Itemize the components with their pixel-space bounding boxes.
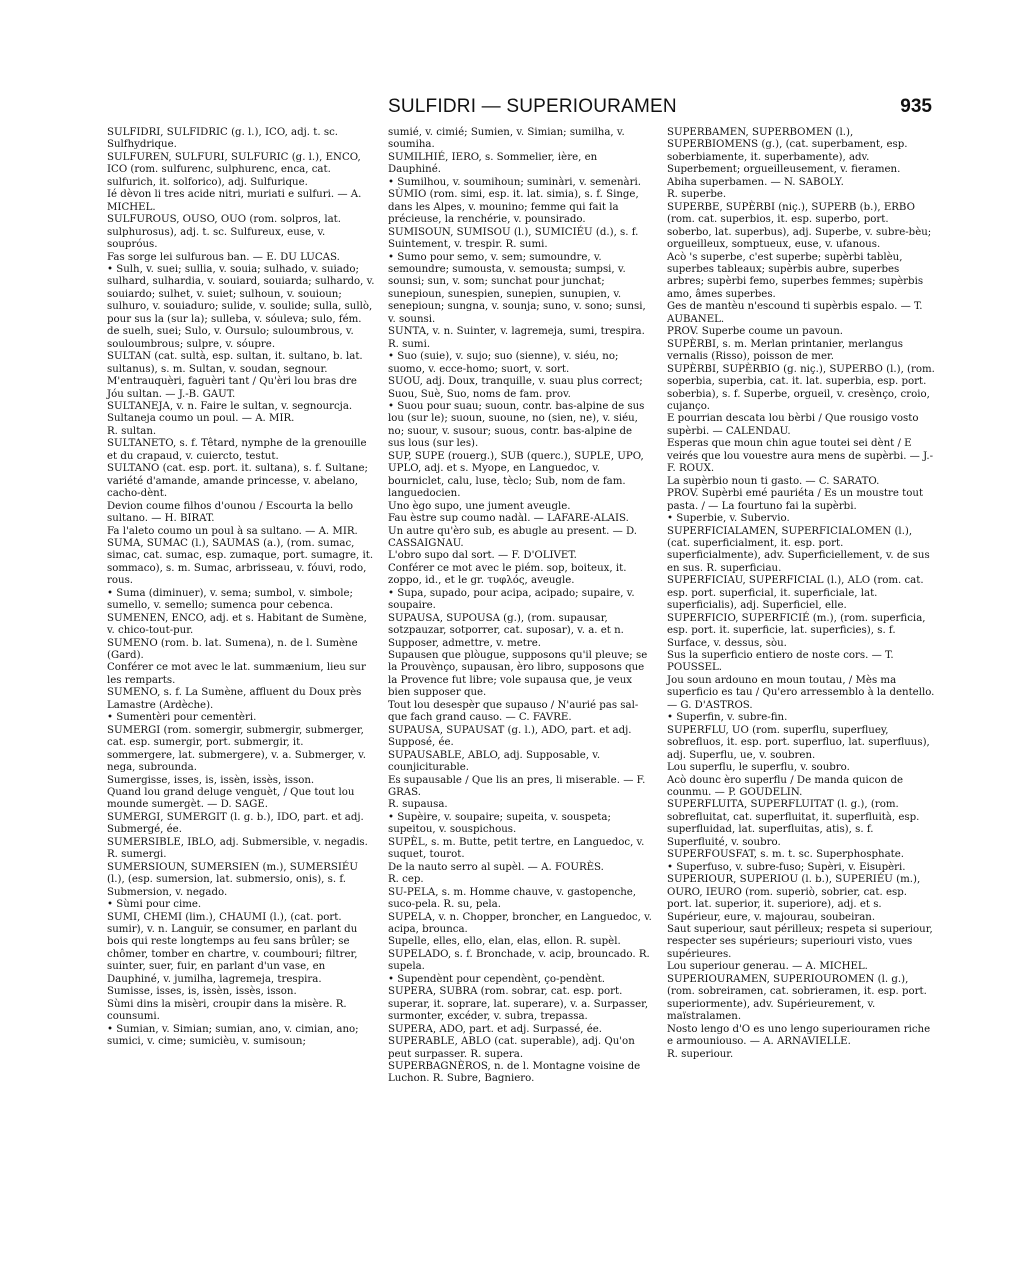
dictionary-entry: SULFUROUS, OUSO, OUO (rom. solpros, lat. sulphurosus), adj. t. sc. Sulfureux, euse, v. soupróus. <box>107 214 341 251</box>
dictionary-entry: SUMERSIBLE, IBLO, adj. Submersible, v. negadis. R. sumergi. <box>107 836 368 861</box>
dictionary-entry: SUPÈRBI, s. m. Merlan printanier, merlangus vernalis (Risso), poisson de mer. <box>667 338 904 363</box>
dictionary-entry: • Superfuso, v. subre-fuso; Supèri, v. Eisupèri. <box>667 861 906 873</box>
dictionary-entry: Acò 's superbe, c'est superbe; supèrbi tablèu, superbes tableaux; supèrbis aubre, superbes arbres; supèrbi femo, superbes femmes; supèrbis amo, âmes superbes. <box>667 251 924 300</box>
dictionary-entry: PROV. Superbe coume un pavoun. <box>667 326 844 338</box>
dictionary-entry: sumié, v. cimié; Sumien, v. Simian; sumilha, v. soumiha. <box>388 127 625 151</box>
dictionary-entry: Sùmi dins la misèri, croupir dans la misère. R. counsumi. <box>107 998 347 1023</box>
dictionary-entry: SUMENO (rom. b. lat. Sumena), n. de l. Sumène (Gard). <box>107 637 358 662</box>
dictionary-entry: SU-PELA, s. m. Homme chauve, v. gastopenche, suco-pela. R. su, pela. <box>388 886 637 911</box>
dictionary-entry: Nosto lengo d'O es uno lengo superiouramen riche e armouniouso. — A. ARNAVIELLE. <box>667 1023 931 1048</box>
dictionary-entry: Tout lou desespèr que supauso / N'aurié pas sal-que fach grand causo. — C. FAVRE. <box>388 699 639 724</box>
dictionary-entry: R. superbe. <box>667 189 727 201</box>
page-header <box>0 96 1024 126</box>
dictionary-entry: Lou superiour generau. — A. MICHEL. <box>667 961 868 973</box>
dictionary-entry: • Supendènt pour cependènt, ço-pendènt. <box>388 973 606 985</box>
dictionary-entry: SUPELADO, s. f. Bronchade, v. acip, brouncado. R. supela. <box>388 948 650 973</box>
dictionary-entry: R. superiour. <box>667 1048 734 1060</box>
dictionary-entry: • Supa, supado, pour acipa, acipado; supaire, v. soupaire. <box>388 587 635 612</box>
dictionary-entry: SUMERGI, SUMERGIT (l. g. b.), IDO, part. et adj. Submergé, ée. <box>107 811 364 836</box>
dictionary-entry: SUMENEN, ENCO, adj. et s. Habitant de Sumène, v. chico-tout-pur. <box>107 612 367 637</box>
dictionary-entry: SUMI, CHEMI (lim.), CHAUMI (l.), (cat. port. sumir), v. n. Languir, se consumer, en parlant du bois qui reste longtemps au feu sans brûler; se chômer, tomber en chartre, v. coumbouri; filtrer, suinter, suer, fuir, en parlant d'un vase, en Dauphiné, v. jumilha, lagremeja, trespira. <box>107 911 358 985</box>
dictionary-entry: SUPERBAGNÈROS, n. de l. Montagne voisine de Luchon. R. Subre, Bagniero. <box>388 1060 641 1085</box>
dictionary-entry: Jou soun ardouno en moun toutau, / Mès ma superficio es tau / Qu'ero arressemblo à la dentello. — G. D'ASTROS. <box>667 674 935 711</box>
dictionary-entry: Supausen que plòugue, supposons qu'il pleuve; se la Prouvènço, supausan, èro libro, supposons que la Provence fut libre; vole supausa que, je veux bien supposer que. <box>388 650 648 699</box>
dictionary-entry: SUPERA, ADO, part. et adj. Surpassé, ée. <box>388 1023 603 1035</box>
dictionary-entry: Uno ègo supo, une jument aveugle. <box>388 500 571 512</box>
dictionary-entry: • Sumo pour semo, v. sem; sumoundre, v. semoundre; sumousta, v. semousta; sumpsi, v. sounsi; sun, v. som; sunchat pour junchat; sunepioun, sunespien, sunepien, sunupien, v. senepioun; sungna, v. sounja; suno, v. sono; sunsi, v. sounsi. <box>388 251 646 325</box>
dictionary-entry: SUPÈRBI, SUPÈRBIO (g. niç.), SUPERBO (l.), (rom. soperbia, superbia, cat. it. lat. superbia, esp. port. soberbia), s. f. Superbe, orgueil, v. cresènço, croio, cujanço. <box>667 363 935 412</box>
dictionary-entry: • Suo (suie), v. sujo; suo (sienne), v. siéu, no; suomo, v. ecce-homo; suort, v. sort. <box>388 351 619 375</box>
dictionary-entry: Es supausable / Que lis an pres, li miserable. — F. GRAS. <box>388 774 646 799</box>
dictionary-entry: SUPERABLE, ABLO (cat. superable), adj. Qu'on peut surpasser. R. supera. <box>388 1036 635 1060</box>
dictionary-entry: Fau èstre sup coumo nadàl. — LAFARE-ALAIS. <box>388 513 629 525</box>
dictionary-entry: SUP, SUPE (rouerg.), SUB (querc.), SUPLE, UPO, UPLO, adj. et s. Myope, en Languedoc, v. bourniclet, calu, luse, tèclo; Sub, nom de fam. languedocien. <box>388 450 644 500</box>
dictionary-entry: SUPERIOURAMEN, SUPERIOUROMEN (l. g.), (rom. sobreiramen, cat. sobrieramen, it. esp. port. superiormente), adv. Supérieurement, v. maïstralamen. <box>667 973 927 1023</box>
dictionary-entry: • Suou pour suau; suoun, contr. bas-alpine de sus lou (sur le); suoun, suoune, no (sien, ne), v. siéu, no; suour, v. susour; suous, contr. bas-alpine de sus lous (sur les). <box>388 400 645 450</box>
dictionary-entry: SUPERBAMEN, SUPERBOMEN (l.), SUPERBIOMENS (g.), (cat. superbament, esp. soberbiamente, it. superbamente), adv. Superbement; orgueilleusement, v. fieramen. <box>667 127 908 176</box>
dictionary-entry: • Sumentèri pour cementèri. <box>107 712 257 724</box>
dictionary-entry: De la nauto serro al supèl. — A. FOURÈS. <box>388 861 604 873</box>
dictionary-entry: SUMA, SUMAC (l.), SAUMAS (a.), (rom. sumac, simac, cat. sumac, esp. zumaque, port. sumagre, it. sommaco), s. m. Sumac, arbrisseau, v. fóuvi, rodo, rous. <box>107 537 374 587</box>
dictionary-entry: SUPERBE, SUPÈRBI (niç.), SUPERB (b.), ERBO (rom. cat. superbios, it. esp. superbo, port. soberbo, lat. superbus), adj. Superbe, v. subre-bèu; orgueilleux, somptueux, euse, v. ufanous. <box>667 201 932 251</box>
dictionary-entry: • Sùmi pour cime. <box>107 899 202 911</box>
dictionary-entry: SULFUREN, SULFURI, SULFURIC (g. l.), ENCO, ICO (rom. sulfurenc, sulphurenc, enca, cat. sulfurich, it. solforico), adj. Sulfurique. <box>107 151 361 188</box>
dictionary-entry: SUNTA, v. n. Suinter, v. lagremeja, sumi, trespira. R. sumi. <box>388 326 645 350</box>
dictionary-entry: SUPERA, SUBRA (rom. sobrar, cat. esp. port. superar, it. soprare, lat. superare), v. a. Surpasser, surmonter, excéder, v. subra, trepassa. <box>388 986 649 1023</box>
dictionary-entry: Acò dounc èro superflu / De manda quicon de counmu. — P. GOUDELIN. <box>667 774 903 799</box>
dictionary-entry: SÙMIO (rom. simi, esp. it. lat. simia), s. f. Singe, dans les Alpes, v. mounino; femme qui fait la précieuse, la renchérie, v. pounsirado. <box>388 189 639 226</box>
dictionary-entry: Abiha superbamen. — N. SABOLY. <box>667 176 844 188</box>
dictionary-entry: SUPAUSABLE, ABLO, adj. Supposable, v. counjiciturable. <box>388 749 601 774</box>
dictionary-entry: La supèrbio noun ti gasto. — C. SARATO. <box>667 475 880 487</box>
dictionary-entry: SUMERSIOUN, SUMERSIEN (m.), SUMERSIÉU (l.), (esp. sumersion, lat. submersio, onis), s. f. Submersion, v. negado. <box>107 861 358 898</box>
dictionary-entry: SUPERFICIAU, SUPERFICIAL (l.), ALO (rom. cat. esp. port. superficial, it. superficiale, lat. superficialis), adj. Superficiel, elle. <box>667 575 924 612</box>
dictionary-entry: Sumergisse, isses, is, issèn, issès, isson. <box>107 774 315 786</box>
column-middle <box>388 127 652 1086</box>
dictionary-entry: R. sultan. <box>107 425 157 437</box>
dictionary-entry: SUPÈL, s. m. Butte, petit tertre, en Languedoc, v. suquet, tourot. <box>388 836 645 861</box>
dictionary-entry: SULTANETO, s. f. Têtard, nymphe de la grenouille et du crapaud, v. cuiercto, testut. <box>107 438 367 462</box>
dictionary-entry: • Supèire, v. soupaire; supeita, v. souspeta; supeitou, v. souspichous. <box>388 811 611 836</box>
dictionary-entry: • Superfin, v. subre-fin. <box>667 712 788 724</box>
dictionary-entry: Esperas que moun chin ague toutei sei dènt / E veirés que lou vouestre aura mens de supèrbi. — J.-F. ROUX. <box>667 438 934 475</box>
dictionary-entry: E pourrian descata lou bèrbi / Que rousigo vosto supèrbi. — CALENDAU. <box>667 413 919 437</box>
dictionary-entry: L'obro supo dal sort. — F. D'OLIVET. <box>388 550 577 562</box>
dictionary-entry: • Sulh, v. suei; sullia, v. souia; sulhado, v. suiado; sulhard, sulhardia, v. souiard, souiarda; sulhardo, v. souiardo; sulhet, v. suiet; sulhoun, v. souioun; sulhuro, v. souiaduro; sulide, v. soulide; sulla, sullò, pour sus la (sur la); sulleba, v. sóuleva; sulo, fém. de suelh, suei; Sulo, v. Oursulo; suloumbrous, v. souloumbrous; sulpre, v. sóupre. <box>107 263 375 350</box>
dictionary-entry: Conférer ce mot avec le lat. summænium, lieu sur les remparts. <box>107 662 366 686</box>
dictionary-entry: SULFIDRI, SULFIDRIC (g. l.), ICO, adj. t. sc. Sulfhydrique. <box>107 127 339 151</box>
dictionary-entry: R. supausa. <box>388 799 448 811</box>
dictionary-entry: Saut superiour, saut périlleux; respeta si superiour, respecter ses supérieurs; superiouri visto, vues supérieures. <box>667 924 933 960</box>
dictionary-entry: Un autre qu'èro sub, es abugle au present. — D. CASSAIGNAU. <box>388 525 638 549</box>
dictionary-entry: SUPERFLU, UO (rom. superflu, superfluey, sobrefluos, it. esp. port. superfluo, lat. superfluus), adj. Superflu, ue, v. soubren. <box>667 724 930 761</box>
dictionary-entry: SUPAUSA, SUPOUSA (g.), (rom. supausar, sotzpauzar, sotporrer, cat. suposar), v. a. et n. Supposer, admettre, v. metre. <box>388 612 624 649</box>
column-left <box>107 127 375 1049</box>
dictionary-entry: Sultaneja coumo un poul. — A. MIR. <box>107 413 295 425</box>
dictionary-entry: SUMERGI (rom. somergir, submergir, submerger, cat. esp. sumergir, port. submergir, it. sommergere, lat. submergere), v. a. Submerger, v. nega, subrounda. <box>107 724 366 774</box>
dictionary-entry: SUMILHIÉ, IERO, s. Sommelier, ière, en Dauphiné. <box>388 151 598 176</box>
dictionary-entry: SUPERFOUSFAT, s. m. t. sc. Superphosphate. <box>667 849 905 861</box>
dictionary-entry: • Sumilhou, v. soumihoun; suminàri, v. semenàri. <box>388 176 641 188</box>
running-title: SULFIDRI — SUPERIOURAMEN <box>388 96 677 117</box>
dictionary-entry: SULTANEJA, v. n. Faire le sultan, v. segnourcja. <box>107 400 353 412</box>
dictionary-entry: Sus la superficio entiero de noste cors. — T. POUSSEL. <box>667 650 894 674</box>
dictionary-entry: Ges de mantèu n'escound ti supèrbis espalo. — T. AUBANEL. <box>667 301 923 325</box>
dictionary-entry: Sumisse, isses, is, issèn, issès, isson. <box>107 986 297 998</box>
dictionary-entry: PROV. Supèrbi emé pauriéta / Es un moustre tout pasta. / — La fourtuno fai la supèrbi. <box>667 488 924 512</box>
dictionary-entry: SUOU, adj. Doux, tranquille, v. suau plus correct; Suou, Suè, Suo, noms de fam. prov. <box>388 376 643 400</box>
dictionary-entry: Lou superflu, le superflu, v. soubro. <box>667 762 850 774</box>
dictionary-entry: Devion coume filhos d'ounou / Escourta la bello sultano. — H. BIRAT. <box>107 500 353 525</box>
dictionary-entry: SULTAN (cat. sultà, esp. sultan, it. sultano, b. lat. sultanus), s. m. Sultan, v. soudan, segnour. <box>107 351 363 375</box>
dictionary-entry: Ié dèvon li tres acide nitri, muriati e sulfuri. — A. MICHEL. <box>107 189 362 213</box>
page-number: 935 <box>900 96 932 117</box>
dictionary-entry: SUPERFICIO, SUPERFICIÉ (m.), (rom. superficia, esp. port. it. superficie, lat. superficies), s. f. Surface, v. dessus, sòu. <box>667 612 926 649</box>
column-right <box>667 127 935 1061</box>
dictionary-entry: SUMISOUN, SUMISOU (l.), SUMICIÉU (d.), s. f. Suintement, v. trespir. R. sumi. <box>388 226 639 251</box>
dictionary-entry: M'entrauquèri, faguèri tant / Qu'èri lou bras dre Jóu sultan. — J.-B. GAUT. <box>107 376 357 400</box>
dictionary-entry: SUPERIOUR, SUPERIOU (l. b.), SUPERIÉU (m.), OURO, IEURO (rom. superiò, sobrier, cat. esp. port. lat. superior, it. superiore), adj. et s. Supérieur, eure, v. majourau, soubeiran. <box>667 874 921 923</box>
dictionary-entry: • Sumian, v. Simian; sumian, ano, v. cimian, ano; sumici, v. cime; sumicièu, v. sumisoun; <box>107 1023 359 1048</box>
dictionary-entry: Quand lou grand deluge venguèt, / Que tout lou mounde sumergèt. — D. SAGE. <box>107 787 355 811</box>
dictionary-entry: SUPERFICIALAMEN, SUPERFICIALOMEN (l.), (cat. superficialment, it. esp. port. superficialmente), adv. Superficiellement, v. de sus en sus. R. superficiau. <box>667 525 930 574</box>
dictionary-entry: SULTANO (cat. esp. port. it. sultana), s. f. Sultane; variété d'amande, amande princesse, v. abelano, cacho-dènt. <box>107 463 368 500</box>
dictionary-entry: SUMENO, s. f. La Sumène, affluent du Doux près Lamastre (Ardèche). <box>107 687 362 711</box>
dictionary-entry: Fa l'aleto coumo un poul à sa sultano. — A. MIR. <box>107 525 358 537</box>
dictionary-entry: SUPAUSA, SUPAUSAT (g. l.), ADO, part. et adj. Supposé, ée. <box>388 724 632 749</box>
dictionary-entry: Conférer ce mot avec le piém. sop, boiteux, it. zoppo, id., et le gr. τυφλός, aveugle. <box>388 562 627 587</box>
dictionary-entry: • Superbie, v. Subervio. <box>667 513 790 525</box>
dictionary-entry: Fas sorge lei sulfurous ban. — E. DU LUCAS. <box>107 251 340 263</box>
dictionary-entry: • Suma (diminuer), v. sema; sumbol, v. simbole; sumello, v. semello; sumenca pour cebenca. <box>107 587 353 612</box>
dictionary-entry: SUPELA, v. n. Chopper, broncher, en Languedoc, v. acipa, brounca. <box>388 911 652 935</box>
dictionary-entry: R. cep. <box>388 874 424 886</box>
dictionary-entry: Supelle, elles, ello, elan, elas, ellon. R. supèl. <box>388 936 621 948</box>
dictionary-entry: SUPERFLUITA, SUPERFLUITAT (l. g.), (rom. sobrefluitat, cat. superfluitat, it. superfluità, esp. superfluidad, lat. superfluitas, atis), s. f. Superfluité, v. soubro. <box>667 799 920 848</box>
